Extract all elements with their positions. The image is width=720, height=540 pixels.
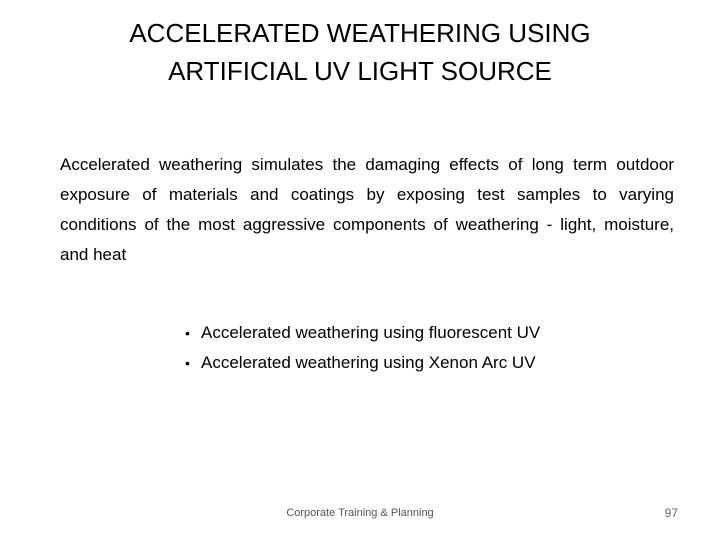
list-item [185, 348, 540, 378]
list-item [185, 318, 540, 348]
page-number: 97 [664, 506, 678, 520]
title-line-2: ARTIFICIAL UV LIGHT SOURCE [168, 56, 552, 86]
title-line-1: ACCELERATED WEATHERING USING [129, 18, 591, 48]
bullet-icon: • [185, 325, 190, 341]
bullet-text: Accelerated weathering using Xenon Arc UV [201, 353, 536, 372]
body-paragraph: Accelerated weathering simulates the damaging effects of long term outdoor exposure of materials and coatings by exposing test samples to varying conditions of the most aggressive components of weathering - light, moisture, and heat [60, 155, 674, 264]
footer-text: Corporate Training & Planning [286, 507, 434, 519]
slide-title [60, 14, 660, 90]
bullet-icon: • [185, 355, 190, 371]
bullet-list [185, 318, 540, 378]
bullet-text: Accelerated weathering using fluorescent UV [201, 323, 541, 342]
